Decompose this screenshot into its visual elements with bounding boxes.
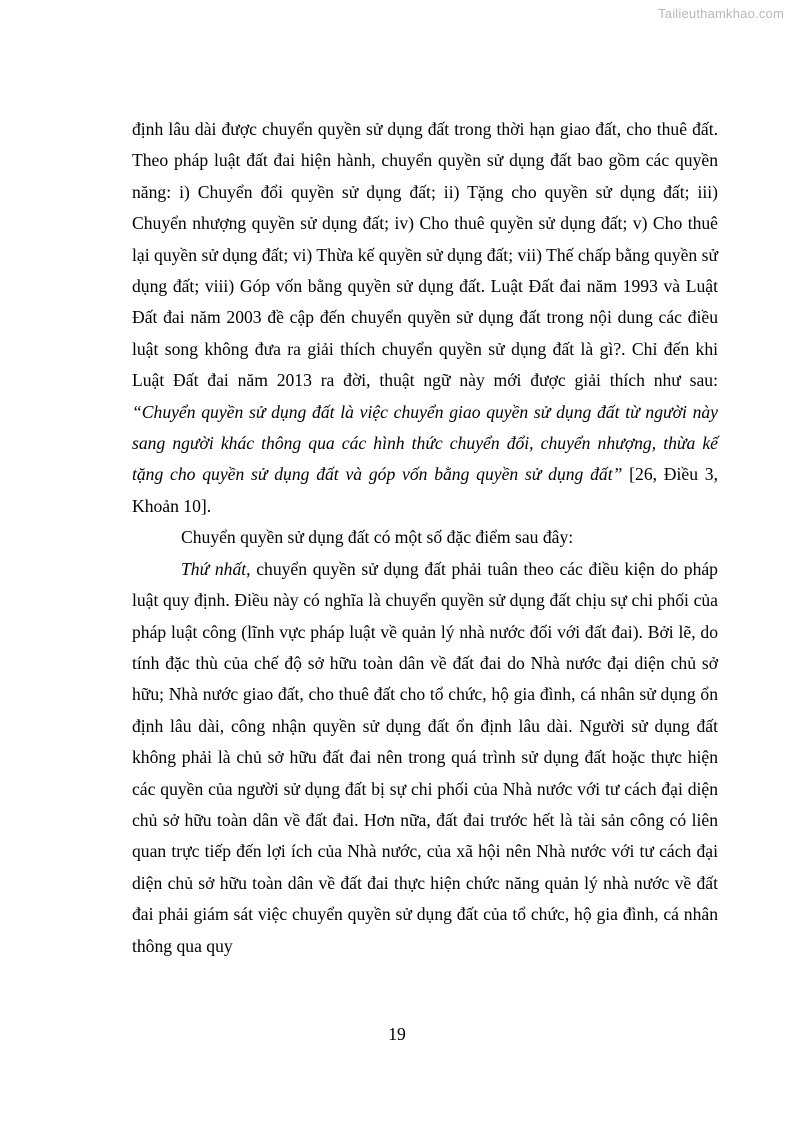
paragraph-continuation [132, 114, 718, 522]
paragraph-text: định lâu dài được chuyển quyền sử dụng đất trong thời hạn giao đất, cho thuê đất. Theo pháp luật đất đai hiện hành, chuyển quyền sử dụng đất bao gồm các quyền năng: i) Chuyển đổi quyền sử dụng đất; ii) Tặng cho quyền sử dụng đất; iii) Chuyển nhượng quyền sử dụng đất; iv) Cho thuê quyền sử dụng đất; v) Cho thuê lại quyền sử dụng đất; vi) Thừa kế quyền sử dụng đất; vii) Thế chấp bằng quyền sử dụng đất; viii) Góp vốn bằng quyền sử dụng đất. Luật Đất đai năm 1993 và Luật Đất đai năm 2003 đề cập đến chuyển quyền sử dụng đất trong nội dung các điều luật song không đưa ra giải thích chuyển quyền sử dụng đất là gì?. Chỉ đến khi Luật Đất đai năm 2013 ra đời, thuật ngữ này mới được giải thích như sau: [132, 119, 718, 391]
document-body [132, 114, 718, 962]
paragraph-lead: Thứ nhất, [181, 558, 251, 579]
paragraph-intro: Chuyển quyền sử dụng đất có một số đặc điểm sau đây: [181, 527, 574, 548]
paragraph-first-feature [132, 554, 718, 962]
page-number: 19 [388, 1024, 406, 1044]
citation: [26, Điều 3, Khoản 10]. [132, 464, 718, 516]
paragraph-text: chuyển quyền sử dụng đất phải tuân theo các điều kiện do pháp luật quy định. Điều này có nghĩa là chuyển quyền sử dụng đất chịu sự chi phối của pháp luật công (lĩnh vực pháp luật về quản lý nhà nước đối với đất đai). Bởi lẽ, do tính đặc thù của chế độ sở hữu toàn dân về đất đai do Nhà nước đại diện chủ sở hữu; Nhà nước giao đất, cho thuê đất cho tổ chức, hộ gia đình, cá nhân sử dụng ổn định lâu dài, công nhận quyền sử dụng đất ổn định lâu dài. Người sử dụng đất không phải là chủ sở hữu đất đai nên trong quá trình sử dụng đất hoặc thực hiện các quyền của người sử dụng đất bị sự chi phối của Nhà nước với tư cách đại diện chủ sở hữu toàn dân về đất đai. Hơn nữa, đất đai trước hết là tài sản công có liên quan trực tiếp đến lợi ích của Nhà nước, của xã hội nên Nhà nước với tư cách đại diện chủ sở hữu toàn dân về đất đai thực hiện chức năng quản lý nhà nước về đất đai phải giám sát việc chuyển quyền sử dụng đất của tổ chức, hộ gia đình, cá nhân thông qua quy [132, 558, 718, 956]
watermark: Tailieuthamkhao.com [658, 6, 784, 21]
law-quote: “Chuyển quyền sử dụng đất là việc chuyển giao quyền sử dụng đất từ người này sang người khác thông qua các hình thức chuyển đổi, chuyển nhượng, thừa kế tặng cho quyền sử dụng đất và góp vốn bằng quyền sử dụng đất” [132, 401, 718, 485]
